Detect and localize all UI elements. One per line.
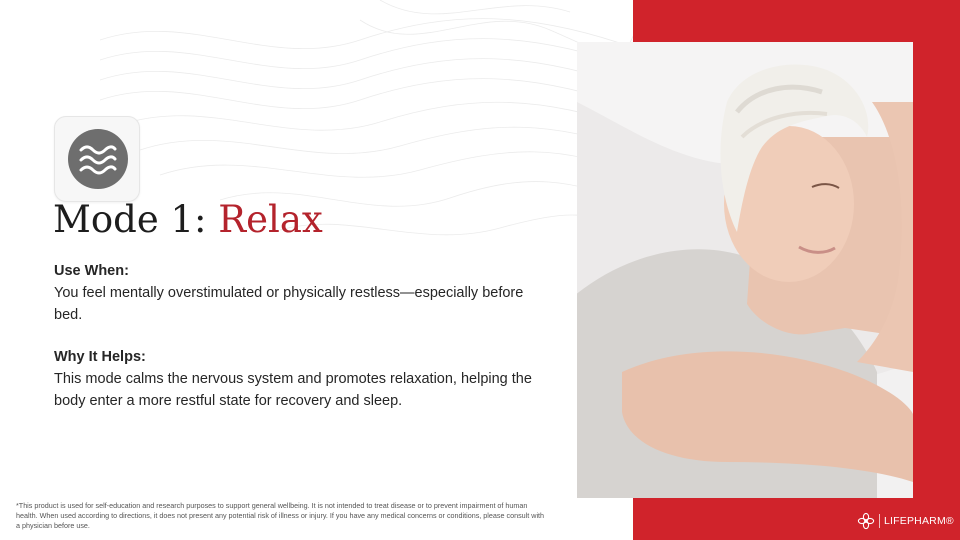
topographic-background-pattern — [100, 0, 640, 300]
use-when-label: Use When: — [54, 263, 129, 279]
use-when-text: You feel mentally overstimulated or physically restless—especially before bed. — [54, 285, 524, 323]
page-title — [53, 196, 323, 244]
why-it-helps-label: Why It Helps: — [54, 349, 146, 365]
brand-logo — [857, 511, 954, 531]
woman-sleeping-photo — [577, 42, 913, 498]
disclaimer-text: *This product is used for self-education and research purposes to support general wellbeing. It is not intended to treat disease or to prevent impairment of human health. When used according to directions, it does not present any potential risk of illness or injury. If you have any medical concerns or conditions, please consult with a physician before use. — [16, 501, 545, 530]
brand-divider — [879, 514, 880, 528]
mode-icon-tile — [54, 116, 140, 202]
lifepharm-flower-icon — [857, 512, 875, 530]
why-it-helps-section — [54, 346, 534, 412]
waves-icon — [68, 129, 128, 189]
brand-name: LIFEPHARM® — [884, 515, 954, 527]
title-prefix: Mode 1: — [53, 198, 207, 241]
title-accent: Relax — [218, 198, 323, 241]
why-it-helps-text: This mode calms the nervous system and promotes relaxation, helping the body enter a more restful state for recovery and sleep. — [54, 371, 532, 409]
use-when-section — [54, 260, 534, 326]
